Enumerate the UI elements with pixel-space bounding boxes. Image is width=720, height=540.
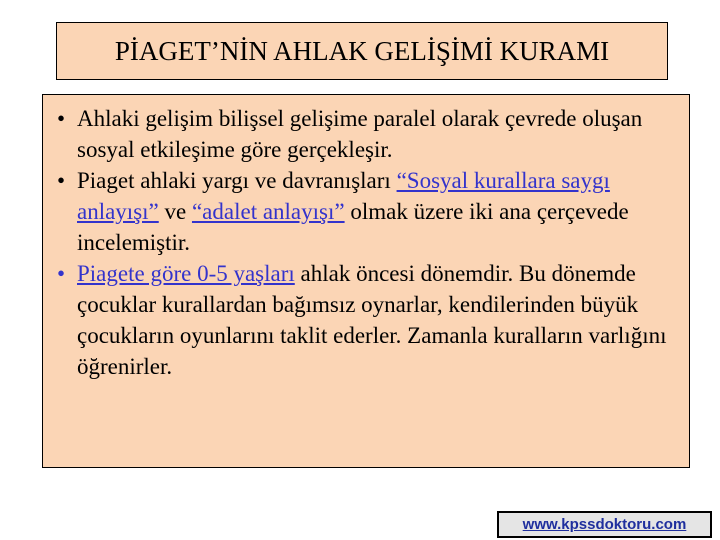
- bullet-text-after: ahlak öncesi dönemdir. Bu dönemde çocuklar kurallardan bağımsız oynarlar, kendilerinden büyük çocukların oyunlarını taklit ederler. Zamanla kuralların varlığını öğrenirler.: [77, 261, 667, 379]
- slide-title: PİAGET’NİN AHLAK GELİŞİMİ KURAMI: [114, 35, 610, 66]
- title-box: [56, 22, 668, 80]
- bullet-list: [57, 103, 677, 382]
- link-social-rules[interactable]: “Sosyal kurallara saygı anlayışı”: [77, 168, 610, 224]
- bullet-text-before: Piaget ahlaki yargı ve davranışları: [77, 168, 397, 193]
- bullet-item-2: [57, 165, 677, 258]
- link-justice[interactable]: “adalet anlayışı”: [191, 199, 345, 224]
- bullet-marker: •: [57, 168, 66, 193]
- bullet-item-3: [57, 258, 677, 382]
- content-box: [42, 94, 690, 468]
- bullet-marker: •: [57, 106, 66, 131]
- bullet-text-mid: ve: [158, 199, 192, 224]
- bullet-text-after: olmak üzere iki ana çerçevede incelemiştir.: [77, 199, 629, 255]
- link-age-0-5[interactable]: Piagete göre 0-5 yaşları: [77, 261, 295, 286]
- bullet-item-1: [57, 103, 677, 165]
- footer-website-link[interactable]: www.kpssdoktoru.com: [522, 516, 687, 533]
- bullet-text: Ahlaki gelişim bilişsel gelişime paralel olarak çevrede oluşan sosyal etkileşime göre gerçekleşir.: [77, 106, 643, 162]
- footer-badge: [497, 511, 712, 538]
- bullet-marker: •: [57, 261, 66, 286]
